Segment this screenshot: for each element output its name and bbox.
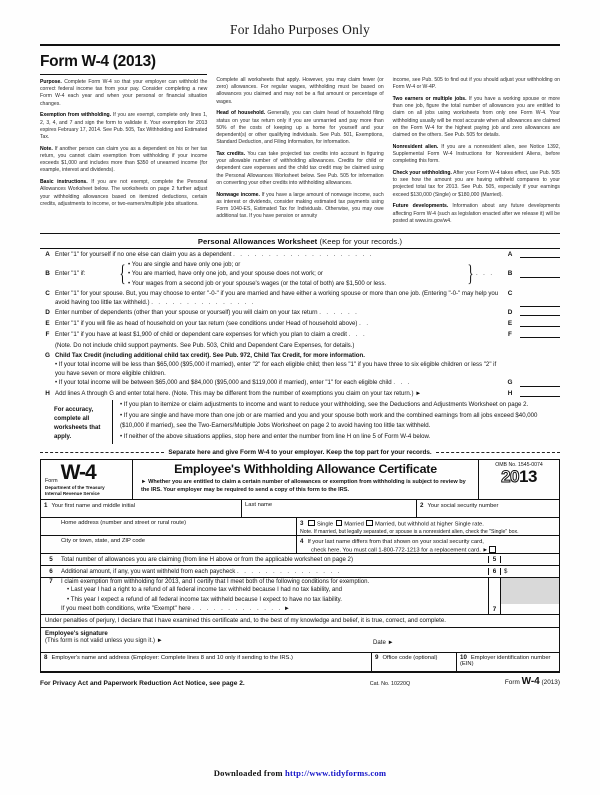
line-number: 3 <box>300 520 304 528</box>
bullet-item: • If you plan to itemize or claim adjustments to income and want to reduce your withholding, see the Deductions and Adjustments Worksheet on page 2. <box>120 400 529 408</box>
city-state-zip-field[interactable] <box>41 536 296 553</box>
line-code: G <box>507 378 513 386</box>
instr-body: After your Form W-4 takes effect, use Pub. 505 to see how the amount you are having withheld compares to your projected total tax for 2013. See Pub. 505, especially if your earnings exceed $130,000 (Single) or $180,000 (Married). <box>392 169 560 198</box>
leader-dots: . . . . . . . . . . . . . . . . . . . . <box>233 250 374 258</box>
line-note: (Note. Do not include child support payments. See Pub. 503, Child and Dependent Care Expenses, for details.) <box>55 341 355 349</box>
accuracy-bullets <box>112 400 560 444</box>
privacy-act-notice: For Privacy Act and Paperwork Reduction Act Notice, see page 2. <box>40 679 245 687</box>
leader-dots: . . . . . . . . . . . . . . . <box>151 298 256 306</box>
filing-status-note: Note. If married, but legally separated, or spouse is a nonresident alien, check the "Single" box. <box>300 529 519 536</box>
ein-field[interactable] <box>456 653 559 671</box>
line-number: 6 <box>49 568 53 576</box>
field-label: Employer identification number (EIN) <box>460 655 551 668</box>
arrow-icon: ► <box>415 389 422 397</box>
line-label: Add lines A through G and enter total here. (Note. This may be different from the number of exemptions you claim on your tax return.) <box>55 389 414 397</box>
instr-heading: Two earners or multiple jobs. <box>392 95 467 102</box>
line-5-box-number: 5 <box>488 556 501 563</box>
field-label: Last name <box>245 501 273 508</box>
separator-text: Separate here and give Form W-4 to your employer. Keep the top part for your records. <box>168 448 432 456</box>
instr-heading: Nonresident alien. <box>392 143 439 150</box>
instructions-column-2 <box>216 50 383 229</box>
checkbox-married[interactable] <box>336 520 343 527</box>
form-number: W-4 <box>60 460 96 484</box>
instr-paragraph <box>393 203 560 225</box>
line-label: Enter "1" for your spouse. But, you may choose to enter "-0-" if you are married and have either a working spouse or more than one job. (Entering "-0-" may help you avoid having too little tax withheld.) <box>55 289 499 306</box>
footer-form-number: W-4 <box>521 675 540 687</box>
instr-heading: Check your withholding. <box>392 169 452 176</box>
instr-paragraph <box>40 112 207 141</box>
instr-body: Information about any future developments affecting Form W-4 (such as legislation enacted after we release it) will be posted at www.irs.gov/w4. <box>392 203 560 224</box>
instr-paragraph <box>393 96 560 139</box>
line-7-row <box>41 578 559 613</box>
employer-row <box>41 653 559 672</box>
instr-heading: Purpose. <box>40 79 62 85</box>
name-ssn-row <box>41 500 559 518</box>
worksheet-title: Personal Allowances Worksheet <box>197 236 318 246</box>
footer-form-word: Form <box>504 678 520 686</box>
form-word-label: Form <box>45 477 58 484</box>
checkbox-married-higher-rate[interactable] <box>366 520 373 527</box>
first-name-field[interactable] <box>41 500 241 517</box>
instr-body: Generally, you can claim head of household filing status on your tax return only if you are unmarried and pay more than 50% of the costs of keeping up a home for yourself and your dependent(s) or other qualifying individuals. See Pub. 501, Exemptions, Standard Deduction, and Filing Information, for information. <box>216 110 384 146</box>
year-suffix: 13 <box>519 466 537 486</box>
line-7-closing-row <box>41 604 488 613</box>
instr-paragraph <box>216 151 383 187</box>
line4-text: If your last name differs from that shown on your social security card, <box>307 538 484 545</box>
line-7-input[interactable] <box>501 578 559 613</box>
bullet-item: • Your wages from a second job or your spouse's wages (or the total of both) are $1,500 or less. <box>128 279 387 287</box>
omb-number: OMB No. 1545-0074 <box>495 461 543 468</box>
line-letter: G <box>45 351 50 359</box>
home-address-field[interactable] <box>41 518 296 535</box>
worksheet-input-e[interactable] <box>520 319 560 327</box>
instructions-column-3 <box>393 50 560 229</box>
watermark-prefix: Downloaded from <box>213 768 286 778</box>
field-label: City or town, state, and ZIP code <box>61 537 145 544</box>
line-6-box-number: 6 <box>488 568 501 575</box>
line-letter: E <box>45 319 50 327</box>
form-title: Form W-4 (2013) <box>40 53 207 75</box>
line-text <box>55 389 502 398</box>
instr-heading: Tax credits. <box>216 150 246 157</box>
instr-paragraph <box>40 146 207 175</box>
instr-heading: Basic instructions. <box>40 179 88 186</box>
watermark-url[interactable]: http://www.tidyforms.com <box>285 768 387 778</box>
line-number: 4 <box>300 537 304 545</box>
form-identity-block <box>41 460 133 499</box>
line-code: D <box>507 309 513 317</box>
line-letter: B <box>45 270 50 278</box>
checkbox-single[interactable] <box>308 520 315 527</box>
worksheet-line-g <box>40 350 560 388</box>
instr-body: If you are a nonresident alien, see Notice 1392, Supplemental Form W-4 Instructions for Nonresident Aliens, before completing this form. <box>392 143 560 165</box>
line-number: 5 <box>49 556 53 564</box>
line-g-bullet2 <box>55 378 502 387</box>
instr-paragraph <box>216 192 383 221</box>
instr-heading: Note. <box>40 145 53 152</box>
year-prefix: 20 <box>501 466 519 486</box>
instr-heading: Exemption from withholding. <box>40 112 112 119</box>
line-letter: F <box>45 330 50 338</box>
line-6-input[interactable] <box>501 568 559 575</box>
instr-paragraph <box>216 110 383 146</box>
line-letter: H <box>45 389 50 397</box>
line-label: Enter "1" if: <box>55 270 86 278</box>
leader-dots: . . . <box>476 270 494 278</box>
leader-dots: . . . <box>393 379 412 387</box>
instr-paragraph <box>40 179 207 208</box>
line-number: 10 <box>460 654 467 662</box>
certificate-title-block <box>133 460 479 499</box>
line-7-bullet2: • This year I expect a refund of all federal income tax withheld because I expect to have no tax liability. <box>67 595 342 603</box>
download-watermark <box>0 768 600 778</box>
instructions-section <box>40 46 560 233</box>
worksheet-input-d[interactable] <box>520 308 560 316</box>
instr-paragraph <box>40 79 207 108</box>
line-number: 8 <box>44 654 48 662</box>
field-label: Office code (optional) <box>382 655 438 662</box>
line-6-row <box>41 566 559 578</box>
instr-body: If you have a working spouse or more than one job, figure the total number of allowances you are entitled to claim on all jobs using worksheets from only one Form W-4. Your withholding usually will be most accurate when all allowances are claimed on the Form W-4 for the highest paying job and zero allowances are claimed on the others. See Pub. 505 for details. <box>392 95 560 139</box>
instr-body: If another person can claim you as a dependent on his or her tax return, you cannot claim exemption from withholding if your income exceeds $1,000 and includes more than $350 of unearned income (for example, interest and dividends). <box>40 145 208 174</box>
department-label: Department of the Treasury Internal Revenue Service <box>45 484 105 497</box>
instructions-column-1 <box>40 50 207 229</box>
instr-paragraph <box>216 77 383 106</box>
instr-paragraph <box>393 77 560 91</box>
worksheet-line-c <box>40 288 560 307</box>
line-b-bullets <box>128 260 465 288</box>
filing-status-group <box>296 518 559 535</box>
instr-paragraph <box>393 144 560 166</box>
line-7-closing: If you meet both conditions, write "Exempt" here <box>61 605 191 613</box>
address-status-row <box>41 518 559 536</box>
instr-body: Complete all worksheets that apply. However, you may claim fewer (or zero) allowances. For regular wages, withholding must be based on allowances you claimed and may not be a flat amount or percentage of wages. <box>216 77 384 105</box>
leader-dots: . . . . . . . . . . . . . . . <box>237 568 342 576</box>
worksheet-line-e <box>40 318 560 329</box>
certificate-title: Employee's Withholding Allowance Certificate <box>174 461 437 476</box>
worksheet-subtitle: (Keep for your records.) <box>319 236 403 246</box>
date-field[interactable] <box>369 628 559 652</box>
office-code-field[interactable] <box>371 653 456 671</box>
line-letter: D <box>45 309 50 317</box>
line-7-bullet1: • Last year I had a right to a refund of all federal income tax withheld because I had no tax liability, and <box>67 586 343 594</box>
field-label: Home address (number and street or rural route) <box>61 519 187 526</box>
option-label-single: Single <box>316 521 334 528</box>
catalog-number: Cat. No. 10220Q <box>369 680 411 687</box>
idaho-purposes-banner: For Idaho Purposes Only <box>230 22 370 37</box>
name-differs-block <box>296 536 559 553</box>
option-label-married-higher: Married, but withhold at higher Single rate. <box>374 521 484 528</box>
signature-label: Employee's signature <box>45 629 108 637</box>
worksheet-line-b: B Enter "1" if: { • You are single and have only one job; or • You are married, have only one job, and your spouse does not work; or • Your wages from a second job or your spouse's wages (or the total of both) are $1,500 or less. } . . . B <box>40 260 560 288</box>
line-number: 9 <box>375 654 379 662</box>
line-g-title <box>55 351 502 360</box>
line-number: 1 <box>44 501 48 509</box>
bullet-item: • If neither of the above situations applies, stop here and enter the number from line H on line 5 of Form W-4 below. <box>120 433 431 441</box>
tax-year <box>481 468 557 486</box>
leader-dots: . . . <box>348 330 367 338</box>
line-label: Additional amount, if any, you want withheld from each paycheck <box>61 568 236 576</box>
bullet-item: • If you are single and have more than one job or are married and you and your spouse both work and the combined earnings from all jobs exceed $40,000 ($10,000 if married), see the Two-Earners/Multiple Jobs Worksheet on page 2 to avoid having too little tax withheld. <box>120 412 538 429</box>
leader-dots: . . <box>359 319 370 327</box>
field-label: Your social security number <box>427 502 499 509</box>
accuracy-block <box>40 399 560 444</box>
dashed-line <box>436 452 560 453</box>
footer-form-year: (2013) <box>541 678 560 686</box>
form-body <box>40 44 560 687</box>
line-text <box>55 351 502 388</box>
line-letter: C <box>45 289 50 297</box>
line-code: C <box>507 289 513 297</box>
line-label: Enter "1" for yourself if no one else can claim you as a dependent <box>55 250 232 258</box>
certificate-header <box>41 460 559 500</box>
line-5-row <box>41 554 559 566</box>
line4-text2: check here. You must call 1-800-772-1213 for a replacement card. ► <box>311 547 489 554</box>
currency-symbol: $ <box>504 568 508 576</box>
bullet-item: • You are married, have only one job, and your spouse does not work; or <box>128 270 323 278</box>
worksheet-input-h[interactable] <box>520 389 560 397</box>
line-code: A <box>507 250 513 258</box>
signature-note: (This form is not valid unless you sign it.) ► <box>45 636 163 644</box>
line-code: E <box>507 319 513 327</box>
line-letter: A <box>45 250 50 258</box>
leader-dots: . . . . . . <box>319 309 359 317</box>
instr-body: You can take projected tax credits into account in figuring your allowable number of withholding allowances. Credits for child or dependent care expenses and the child tax credit may be claimed using the Personal Allowances Worksheet below. See Pub. 505 for information on converting your other credits into withholding allowances. <box>216 150 384 186</box>
perjury-statement: Under penalties of perjury, I declare that I have examined this certificate and, to the best of my knowledge and belief, it is true, correct, and complete. <box>41 614 559 628</box>
worksheet-header <box>40 233 560 249</box>
line-text <box>55 250 502 259</box>
line-label: Enter "1" if you have at least $1,900 of child or dependent care expenses for which you plan to claim a credit <box>55 330 347 338</box>
instr-body: Complete Form W-4 so that your employer can withhold the correct federal income tax from your pay. Consider completing a new Form W-4 each year and when your personal or financial situation changes. <box>40 79 208 107</box>
line-7-box-number: 7 <box>488 578 501 613</box>
line-label: Enter "1" if you will file as head of household on your tax return (see conditions under Head of household above) <box>55 319 358 327</box>
worksheet-input-c[interactable] <box>520 299 560 307</box>
line-code: H <box>507 389 513 397</box>
line-5-text <box>61 556 488 563</box>
accuracy-label: For accuracy, complete all worksheets that apply. <box>54 405 101 441</box>
bullet-item: • You are single and have only one job; or <box>128 260 241 268</box>
shaded-area <box>501 578 559 604</box>
worksheet-input-a[interactable] <box>520 250 560 258</box>
leader-dots: . . . . . . . . . . . . . <box>192 605 283 613</box>
certificate-subtitle: ► Whether you are entitled to claim a certain number of allowances or exemption from withholding is subject to review by the IRS. Your employer may be required to send a copy of this form to the IRS. <box>141 478 466 493</box>
instr-body: If you are not exempt, complete the Personal Allowances Worksheet below. The worksheets on page 2 further adjust your withholding allowances based on itemized deductions, certain credits, adjustments to income, or two-earners/multiple jobs situations. <box>40 179 208 207</box>
worksheet-line-h <box>40 388 560 399</box>
checkbox-name-differs[interactable] <box>489 546 496 553</box>
line-7-text-block <box>41 578 488 613</box>
employee-signature-field[interactable] <box>41 628 369 652</box>
form-footer <box>40 673 560 687</box>
line-code: F <box>508 330 512 338</box>
footer-form-id <box>450 676 560 687</box>
worksheet-input-g[interactable] <box>520 379 560 387</box>
line-code: B <box>507 270 513 278</box>
signature-row <box>41 628 559 653</box>
instr-paragraph <box>393 170 560 199</box>
line4-text2-row <box>300 546 556 554</box>
arrow-icon: ► <box>283 605 290 613</box>
line-7-intro: I claim exemption from withholding for 2013, and I certify that I meet both of the following conditions for exemption. <box>61 578 370 586</box>
bullet-text: • If your total income will be between $65,000 and $84,000 ($95,000 and $119,000 if married), enter "1" for each eligible child <box>55 379 392 387</box>
instr-heading: Nonwage income. <box>216 191 260 198</box>
ssn-field[interactable] <box>416 500 559 517</box>
line-text <box>55 308 502 317</box>
option-label-married: Married <box>344 521 364 528</box>
line-text <box>55 289 502 307</box>
worksheet-line-f-note <box>40 340 560 350</box>
line-number: 2 <box>420 501 424 509</box>
w4-certificate <box>40 459 560 673</box>
line-text <box>55 319 502 328</box>
instr-body: If you have a large amount of nonwage income, such as interest or dividends, consider making estimated tax payments using Form 1040-ES, Estimated Tax for Individuals. Otherwise, you may owe additional tax. If you have pension or annuity <box>216 191 384 220</box>
line-label: Total number of allowances you are claiming (from line H above or from the applicable worksheet on page 2) <box>61 556 353 564</box>
dashed-line <box>40 452 164 453</box>
worksheet-input-f[interactable] <box>520 330 560 338</box>
city-namechange-row <box>41 536 559 554</box>
worksheet-input-b[interactable] <box>520 270 560 278</box>
field-label: Employer's name and address (Employer: Complete lines 8 and 10 only if sending to the IRS.) <box>51 655 293 662</box>
last-name-field[interactable] <box>241 500 416 517</box>
separate-here-divider <box>40 449 560 456</box>
omb-year-block <box>479 460 559 499</box>
worksheet-line-d <box>40 308 560 319</box>
worksheet-line-a <box>40 249 560 260</box>
instr-body: income, see Pub. 505 to find out if you should adjust your withholding on Form W-4 or W-4P. <box>392 77 560 91</box>
line-text <box>55 330 502 339</box>
field-label: Your first name and middle initial <box>51 502 136 509</box>
line-label: Child Tax Credit (including additional child tax credit). See Pub. 972, Child Tax Credit, for more information. <box>55 351 365 359</box>
worksheet-line-f <box>40 329 560 340</box>
line-number: 7 <box>49 578 53 586</box>
employer-name-address-field[interactable] <box>41 653 371 671</box>
instr-heading: Head of household. <box>216 110 266 117</box>
date-label: Date ► <box>373 638 394 646</box>
line-g-bullet1: • If your total income will be less than $65,000 ($95,000 if married), enter "2" for each eligible child; then less "1" if you have three to six eligible children or less "2" if you have seven or more eligible children. <box>55 360 497 378</box>
line-6-text <box>61 568 488 575</box>
instr-body: If you are exempt, complete only lines 1, 2, 3, 4, and 7 and sign the form to validate it. Your exemption for 2013 expires February 17, 2014. See Pub. 505, Tax Withholding and Estimated Tax. <box>40 112 208 141</box>
instr-heading: Future developments. <box>392 203 449 210</box>
line-label: Enter number of dependents (other than your spouse or yourself) you will claim on your tax return <box>55 309 318 317</box>
